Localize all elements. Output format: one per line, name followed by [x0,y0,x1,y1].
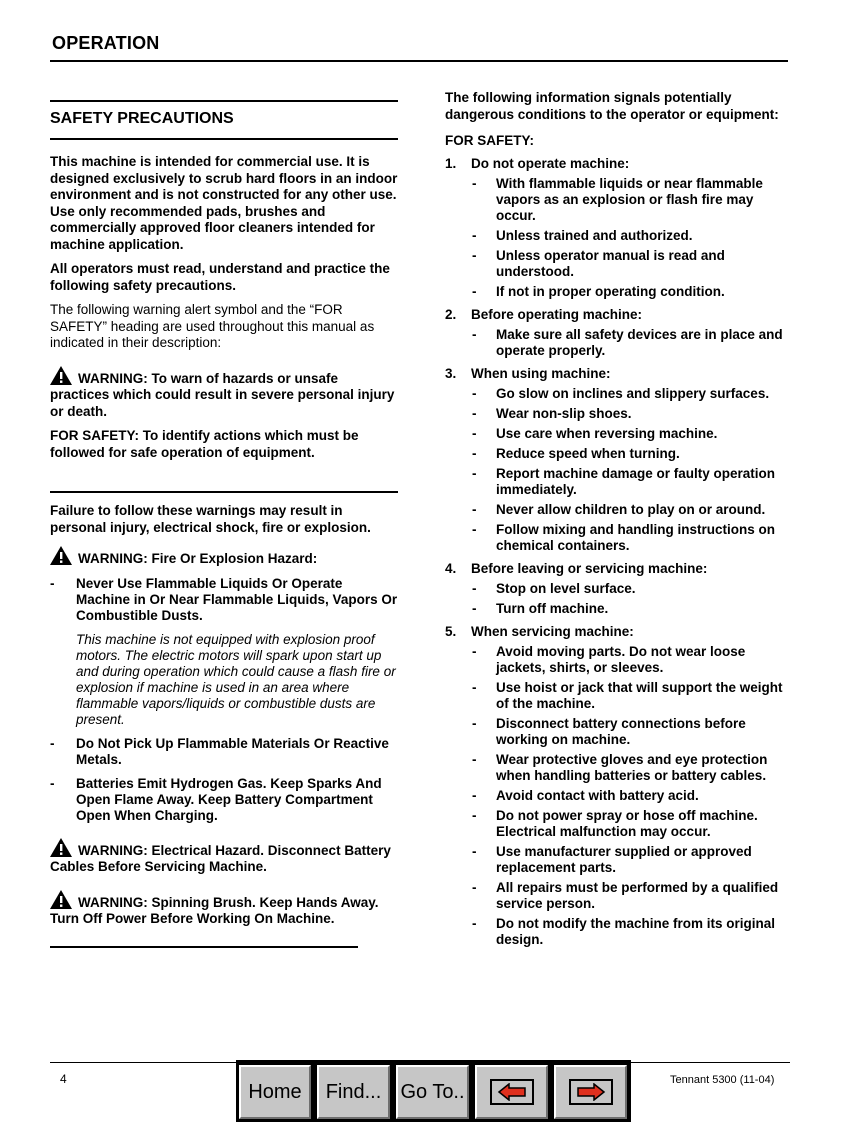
list-item: - Use care when reversing machine. [472,425,718,441]
list-item: - Never allow children to play on or around. [472,501,766,517]
warning-triangle-icon [50,546,72,565]
footer-rule [630,1062,790,1063]
section-title: SAFETY PRECAUTIONS [50,110,234,127]
list-item: - Turn off machine. [472,600,609,616]
list-item: - Do not modify the machine from its original design. [472,915,776,947]
brush-warning-text: WARNING: Spinning Brush. Keep Hands Away. Turn Off Power Before Working On Machine. [50,894,379,926]
list-item: - With flammable liquids or near flammable vapors as an explosion or flash fire may occur. [472,175,763,223]
list-item: - Never Use Flammable Liquids Or Operate Machine in Or Near Flammable Liquids, Vapors Or Combustible Dusts. [50,575,398,623]
list-item: - Unless operator manual is read and understood. [472,247,725,279]
list-item: - Report machine damage or faulty operation immediately. [472,465,776,497]
section-rule-bottom [50,138,398,140]
electrical-warning [50,838,398,876]
warning-triangle-icon [50,366,72,385]
list-item: 2. Before operating machine: [445,306,643,322]
list-item: - Stop on level surface. [472,580,636,596]
symbol-note: The following warning alert symbol and the “FOR SAFETY” heading are used throughout this manual as indicated in their description: [50,302,375,350]
list-item: - Use hoist or jack that will support the weight of the machine. [472,679,783,711]
list-item: - Follow mixing and handling instructions on chemical containers. [472,521,775,553]
list-item: - Do not power spray or hose off machine. Electrical malfunction may occur. [472,807,758,839]
list-item: - Use manufacturer supplied or approved replacement parts. [472,843,752,875]
warning-definition [50,366,398,421]
navigation-bar [236,1060,631,1122]
list-item: - Wear non-slip shoes. [472,405,632,421]
explosion-note: This machine is not equipped with explosion proof motors. The electric motors will spark upon start up and during operation which could cause a flash fire or explosion if machine is used in an area where flammable vapors/liquids or combustible dusts are present. [76,631,396,727]
list-item: - Go slow on inclines and slippery surfaces. [472,385,770,401]
left-arrow-icon [490,1079,534,1105]
list-item: - Wear protective gloves and eye protection when handling batteries or battery cables. [472,751,768,783]
right-intro: The following information signals potentially dangerous conditions to the operator or equipment: [445,90,779,122]
list-item: - Reduce speed when turning. [472,445,680,461]
safety-list [445,156,795,948]
document-id: Tennant 5300 (11-04) [670,1074,775,1086]
intro-paragraph: This machine is intended for commercial use. It is designed exclusively to scrub hard floors in an indoor environment and is not constructed for any other use. Use only recommended pads, brushes and commercially approved floor cleaners intended for machine application. [50,154,398,252]
left-column [50,100,398,948]
brush-warning [50,890,398,928]
list-item: 4. Before leaving or servicing machine: [445,560,708,576]
failure-paragraph: Failure to follow these warnings may result in personal injury, electrical shock, fire or explosion. [50,503,371,535]
fire-warning [50,546,398,568]
list-item: - All repairs must be performed by a qualified service person. [472,879,779,911]
for-safety-definition: FOR SAFETY: To identify actions which must be followed for safe operation of equipment. [50,428,359,460]
list-item: - Unless trained and authorized. [472,227,693,243]
find-button[interactable]: Find... [317,1065,390,1119]
electrical-warning-text: WARNING: Electrical Hazard. Disconnect Battery Cables Before Servicing Machine. [50,842,391,874]
header-rule [50,60,788,62]
next-page-button[interactable] [554,1065,627,1119]
fire-warning-text: WARNING: Fire Or Explosion Hazard: [78,551,318,566]
page-number: 4 [60,1072,67,1086]
list-item: - Do Not Pick Up Flammable Materials Or Reactive Metals. [50,735,389,767]
previous-page-button[interactable] [475,1065,548,1119]
divider-rule [50,491,398,493]
section-end-rule [50,946,358,948]
list-item: 3. When using machine: [445,365,611,381]
list-item: - Make sure all safety devices are in place and operate properly. [472,326,783,358]
operators-paragraph: All operators must read, understand and practice the following safety precautions. [50,261,390,293]
go-to-button[interactable]: Go To.. [396,1065,469,1119]
warning-definition-text: WARNING: To warn of hazards or unsafe practices which could result in severe personal injury or death. [50,370,395,419]
footer-rule [50,1062,240,1063]
warning-triangle-icon [50,838,72,857]
list-item: - Avoid moving parts. Do not wear loose jackets, shirts, or sleeves. [472,643,746,675]
list-item: - Avoid contact with battery acid. [472,787,699,803]
page-header-title: OPERATION [52,33,160,53]
list-item: 1. Do not operate machine: [445,155,630,171]
for-safety-heading: FOR SAFETY: [445,133,534,148]
right-arrow-icon [569,1079,613,1105]
list-item: - Disconnect battery connections before working on machine. [472,715,746,747]
list-item: 5. When servicing machine: [445,623,634,639]
home-button[interactable]: Home [239,1065,311,1119]
list-item: - If not in proper operating condition. [472,283,725,299]
right-column [445,90,795,948]
list-item: - Batteries Emit Hydrogen Gas. Keep Sparks And Open Flame Away. Keep Battery Compartment Open When Charging. [50,775,382,823]
warning-triangle-icon [50,890,72,909]
